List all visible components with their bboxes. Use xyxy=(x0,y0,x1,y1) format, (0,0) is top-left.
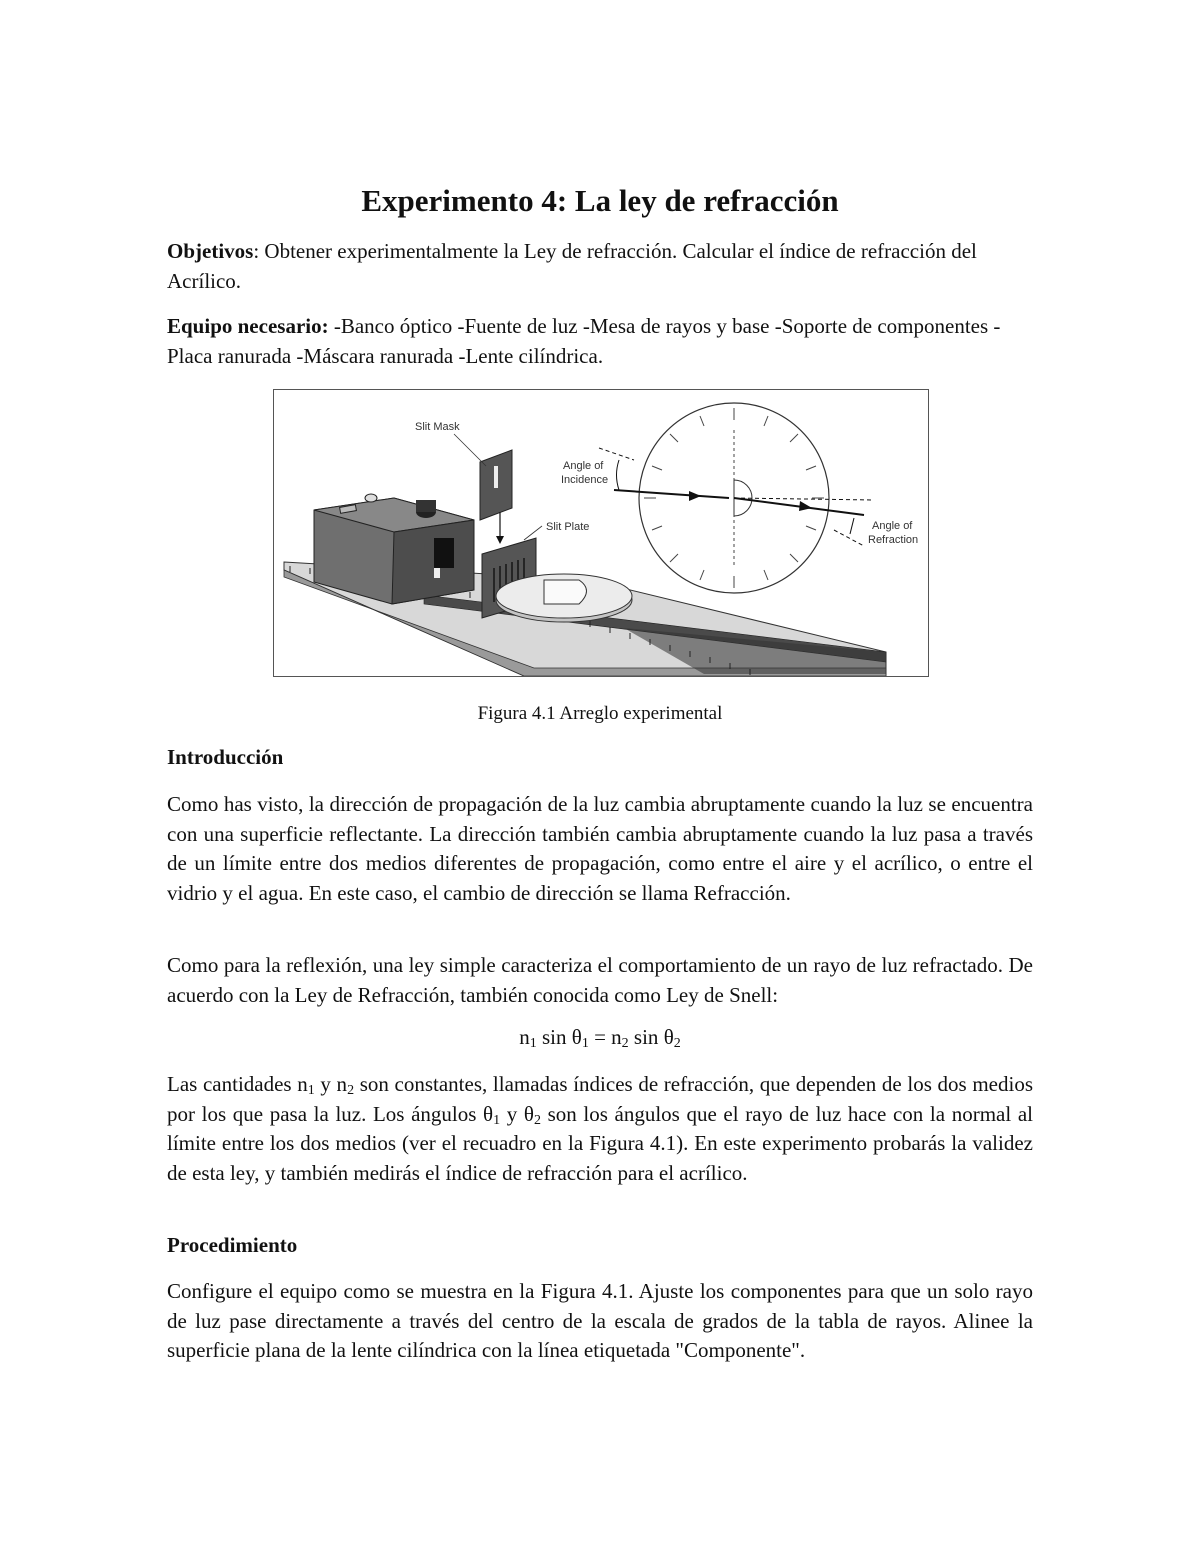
label-angle-refraction-line1: Angle of xyxy=(872,520,913,532)
introduction-heading: Introducción xyxy=(167,745,284,769)
objectives-label: Objetivos xyxy=(167,239,254,263)
experiment-figure xyxy=(273,389,929,677)
equipment-text: -Banco óptico -Fuente de luz -Mesa de rayos y base -Soporte de componentes -Placa ranurada -Máscara ranurada -Lente cilíndrica. xyxy=(167,314,1001,368)
label-angle-incidence-line2: Incidence xyxy=(561,474,609,486)
equipment-paragraph xyxy=(167,312,1033,371)
figure-caption: Figura 4.1 Arreglo experimental xyxy=(477,703,723,724)
introduction-paragraph-3: Las cantidades $n_1$ y $n_2$ son constantes, llamadas índices de refracción, que dependen de los dos medios por los que pasa la luz. Los ángulos $\theta_1$ y $\theta_2$ son los ángulos que el rayo de luz hace con la normal al límite entre los dos medios (ver el recuadro en la Figura 4.1). En este experimento probarás la validez de esta ley, y también medirás el índice de refracción para el acrílico. xyxy=(167,1072,1033,1185)
objectives-paragraph xyxy=(167,237,1033,296)
label-slit-mask: Slit Mask xyxy=(415,421,460,433)
setup-illustration xyxy=(274,390,928,676)
procedure-heading: Procedimiento xyxy=(167,1233,298,1257)
introduction-paragraph-2: Como para la reflexión, una ley simple caracteriza el comportamiento de un rayo de luz refractado. De acuerdo con la Ley de Refracción, también conocida como Ley de Snell: xyxy=(167,953,1033,1007)
introduction-paragraph-1: Como has visto, la dirección de propagación de la luz cambia abruptamente cuando la luz se encuentra con una superficie reflectante. La dirección también cambia abruptamente cuando la luz pasa a través de un límite entre dos medios diferentes de propagación, como entre el aire y el acrílico, o entre el vidrio y el agua. En este caso, el cambio de dirección se llama Refracción. xyxy=(167,792,1033,905)
light-source-box xyxy=(314,494,474,604)
ray-table xyxy=(496,574,632,622)
slit-mask xyxy=(480,450,512,520)
equipment-label: Equipo necesario: xyxy=(167,314,329,338)
label-angle-incidence-line1: Angle of xyxy=(563,460,604,472)
snell-law-equation: $n_1$ $\sin \theta_1 = n_2$ $\sin \theta_2$ xyxy=(519,1025,681,1051)
objectives-text: : Obtener experimentalmente la Ley de refracción. Calcular el índice de refracción del Acrílico. xyxy=(167,239,977,293)
label-angle-refraction-line2: Refraction xyxy=(868,534,919,546)
page-title: Experimento 4: La ley de refracción xyxy=(361,183,839,218)
label-slit-plate: Slit Plate xyxy=(546,521,590,533)
procedure-paragraph: Configure el equipo como se muestra en la Figura 4.1. Ajuste los componentes para que un solo rayo de luz pase directamente a través del centro de la escala de grados de la tabla de rayos. Alinee la superficie plana de la lente cilíndrica con la línea etiquetada "Componente". xyxy=(167,1279,1033,1362)
